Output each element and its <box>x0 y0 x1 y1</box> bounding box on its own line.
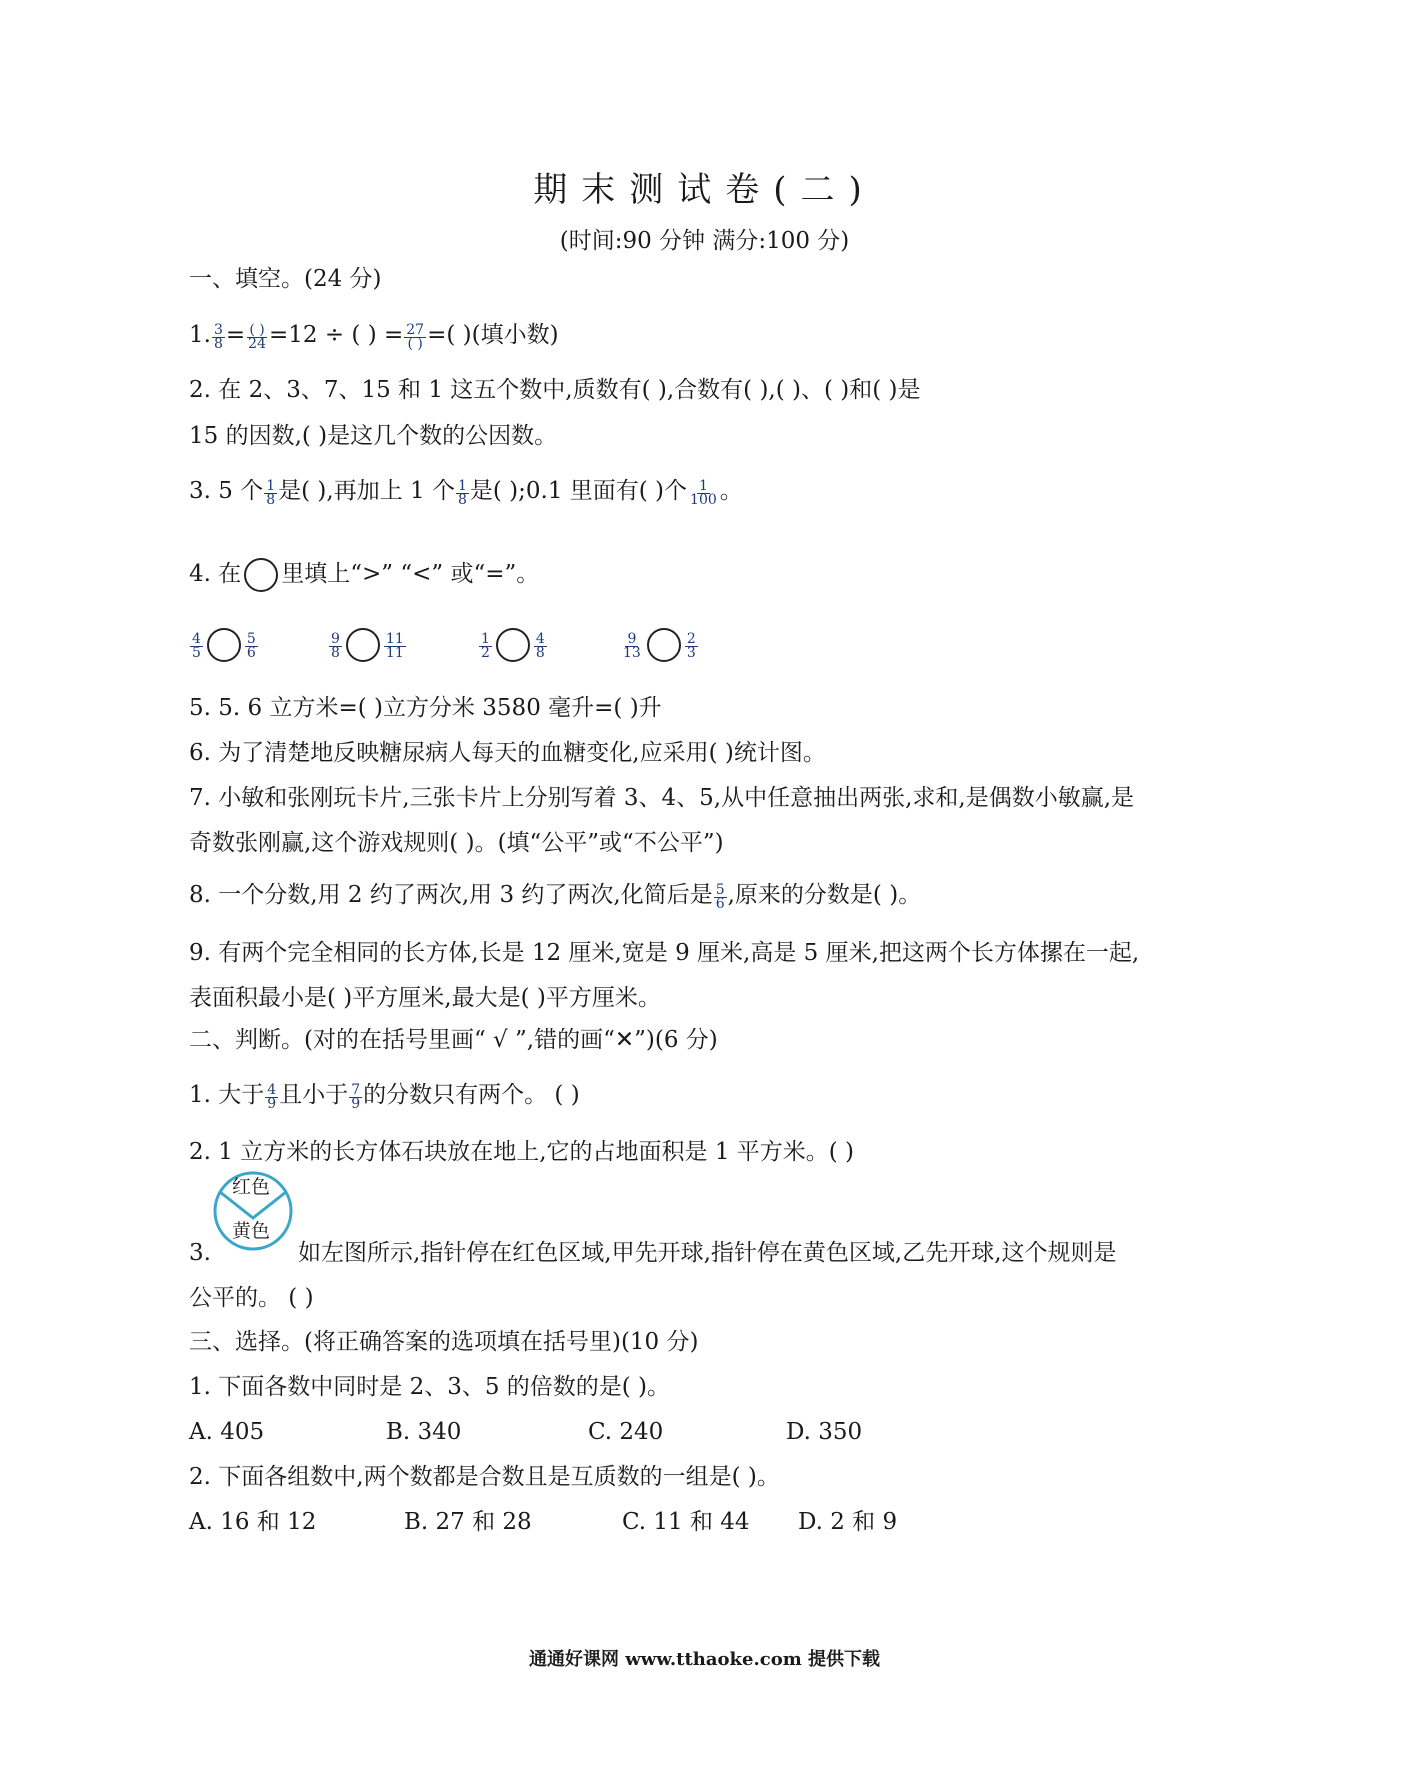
q1-6: 6. 为了清楚地反映糖尿病人每天的血糖变化,应采用( )统计图。 <box>189 740 826 766</box>
fraction-num: 7 <box>351 1081 361 1098</box>
compare-circle[interactable] <box>207 628 241 662</box>
exam-subtitle: (时间:90 分钟 满分:100 分) <box>559 228 850 254</box>
q-text: 的分数只有两个。 ( ) <box>363 1082 580 1108</box>
compare-item <box>478 628 548 662</box>
q2-3-prefix: 3. <box>189 1240 211 1266</box>
fraction-den: 6 <box>246 644 256 661</box>
q3-1-option-b[interactable]: B. 340 <box>386 1419 462 1445</box>
q1-7-line1: 7. 小敏和张刚玩卡片,三张卡片上分别写着 3、4、5,从中任意抽出两张,求和,是偶数小敏赢,是 <box>189 785 1135 811</box>
fraction <box>190 630 203 661</box>
fraction <box>714 881 727 912</box>
fraction-num: 4 <box>192 630 201 647</box>
fraction-num: 9 <box>331 630 340 647</box>
q1-9-line1: 9. 有两个完全相同的长方体,长是 12 厘米,宽是 9 厘米,高是 5 厘米,把这两个长方体摞在一起, <box>189 940 1140 966</box>
q1-9-line2: 表面积最小是( )平方厘米,最大是( )平方厘米。 <box>189 985 661 1011</box>
fraction-den: 9 <box>267 1095 277 1112</box>
q3-2-option-b[interactable]: B. 27 和 28 <box>404 1509 532 1535</box>
section2-heading: 二、判断。(对的在括号里画“ √ ”,错的画“✕”)(6 分) <box>189 1027 718 1053</box>
fraction <box>349 1081 362 1112</box>
fraction <box>479 630 492 661</box>
fraction <box>404 321 426 352</box>
q-text: 8. 一个分数,用 2 约了两次,用 3 约了两次,化简后是 <box>189 882 713 908</box>
q-text: 是( );0.1 里面有( )个 <box>469 478 688 504</box>
fraction-den: 8 <box>266 491 276 508</box>
fraction-num: 1 <box>698 477 708 494</box>
fraction-num: 4 <box>267 1081 277 1098</box>
fraction-num: 1 <box>457 477 467 494</box>
q1-7-line2: 奇数张刚赢,这个游戏规则( )。(填“公平”或“不公平”) <box>189 830 724 856</box>
q1-2-line2: 15 的因数,( )是这几个数的公因数。 <box>189 423 558 449</box>
fraction <box>688 477 719 508</box>
fraction <box>246 321 268 352</box>
q2-3-line2: 公平的。 ( ) <box>189 1285 314 1311</box>
q2-2: 2. 1 立方米的长方体石块放在地上,它的占地面积是 1 平方米。( ) <box>189 1139 855 1165</box>
q1-3 <box>189 476 743 506</box>
q3-1-option-a[interactable]: A. 405 <box>189 1419 265 1445</box>
fraction-den: 8 <box>331 644 340 661</box>
compare-circle[interactable] <box>496 628 530 662</box>
page-title: 期末测试卷(二) <box>533 170 876 210</box>
spinner-diagram <box>212 1170 294 1252</box>
compare-item <box>189 628 259 662</box>
q-prefix: 1. <box>189 322 211 348</box>
q3-2: 2. 下面各组数中,两个数都是合数且是互质数的一组是( )。 <box>189 1464 780 1490</box>
fraction-den: 6 <box>715 895 725 912</box>
q1-2-line1: 2. 在 2、3、7、15 和 1 这五个数中,质数有( ),合数有( ),( )、( )和( )是 <box>189 377 921 403</box>
fraction-num: 4 <box>535 630 545 647</box>
q3-2-option-c[interactable]: C. 11 和 44 <box>622 1509 750 1535</box>
fraction-num: 27 <box>406 321 425 338</box>
fraction <box>245 630 258 661</box>
q3-2-option-d[interactable]: D. 2 和 9 <box>798 1509 898 1535</box>
fraction-num: 5 <box>246 630 256 647</box>
q-text: =12 ÷ ( ) = <box>268 322 404 348</box>
q2-1 <box>189 1080 580 1110</box>
fraction-num: 2 <box>686 630 696 647</box>
q3-2-option-a[interactable]: A. 16 和 12 <box>189 1509 317 1535</box>
fraction-den: 13 <box>623 644 641 661</box>
q-text: 里填上“>” “<” 或“=”。 <box>281 561 540 587</box>
fraction-den: 11 <box>385 644 404 661</box>
spinner-label-yellow: 黄色 <box>232 1220 271 1242</box>
fraction-den: 2 <box>481 644 490 661</box>
fraction-den: 100 <box>690 491 717 508</box>
q-text: 是( ),再加上 1 个 <box>278 478 455 504</box>
fraction <box>685 630 698 661</box>
fraction-den: 5 <box>192 644 201 661</box>
fraction <box>265 1081 278 1112</box>
spinner-label-red: 红色 <box>232 1176 271 1198</box>
fraction-den: 9 <box>351 1095 361 1112</box>
section3-heading: 三、选择。(将正确答案的选项填在括号里)(10 分) <box>189 1329 699 1355</box>
q1-8 <box>189 880 921 910</box>
fraction-num: 9 <box>627 630 637 647</box>
fraction-den: 24 <box>248 335 266 352</box>
fraction-den: 3 <box>686 644 696 661</box>
q-text: =( )(填小数) <box>427 322 559 348</box>
q-text: 。 <box>719 478 743 504</box>
q2-3-text: 如左图所示,指针停在红色区域,甲先开球,指针停在黄色区域,乙先开球,这个规则是 <box>298 1240 1117 1266</box>
fraction <box>456 477 469 508</box>
compare-item <box>620 628 699 662</box>
q-text: 且小于 <box>279 1082 349 1108</box>
fraction <box>264 477 277 508</box>
fraction-num: 5 <box>715 881 725 898</box>
fraction-den: ( ) <box>407 335 423 352</box>
footer-text: 通通好课网 www.tthaoke.com 提供下载 <box>528 1649 881 1670</box>
fraction <box>534 630 547 661</box>
q1-1 <box>189 320 559 350</box>
fraction <box>384 630 406 661</box>
fraction <box>329 630 342 661</box>
q-text: 1. 大于 <box>189 1082 265 1108</box>
q-text: 4. 在 <box>189 561 242 587</box>
section1-heading: 一、填空。(24 分) <box>189 266 382 292</box>
fraction <box>621 630 643 661</box>
fraction-num: 3 <box>213 321 223 338</box>
compare-item <box>328 628 407 662</box>
q1-5: 5. 5. 6 立方米=( )立方分米 3580 毫升=( )升 <box>189 695 662 721</box>
fraction-num: ( ) <box>249 321 265 338</box>
fraction <box>212 321 225 352</box>
compare-circle[interactable] <box>647 628 681 662</box>
q-text: ,原来的分数是( )。 <box>727 882 922 908</box>
q1-4 <box>189 558 539 592</box>
q-text: 3. 5 个 <box>189 478 264 504</box>
q-text: = <box>225 322 246 348</box>
fraction-num: 11 <box>385 630 404 647</box>
q3-1: 1. 下面各数中同时是 2、3、5 的倍数的是( )。 <box>189 1374 671 1400</box>
q3-1-option-c[interactable]: C. 240 <box>588 1419 664 1445</box>
compare-circle[interactable] <box>346 628 380 662</box>
fraction-den: 8 <box>213 335 223 352</box>
circle-blank-icon <box>244 558 278 592</box>
fraction-num: 1 <box>266 477 276 494</box>
fraction-den: 8 <box>457 491 467 508</box>
fraction-num: 1 <box>481 630 490 647</box>
q3-1-option-d[interactable]: D. 350 <box>786 1419 863 1445</box>
fraction-den: 8 <box>535 644 545 661</box>
